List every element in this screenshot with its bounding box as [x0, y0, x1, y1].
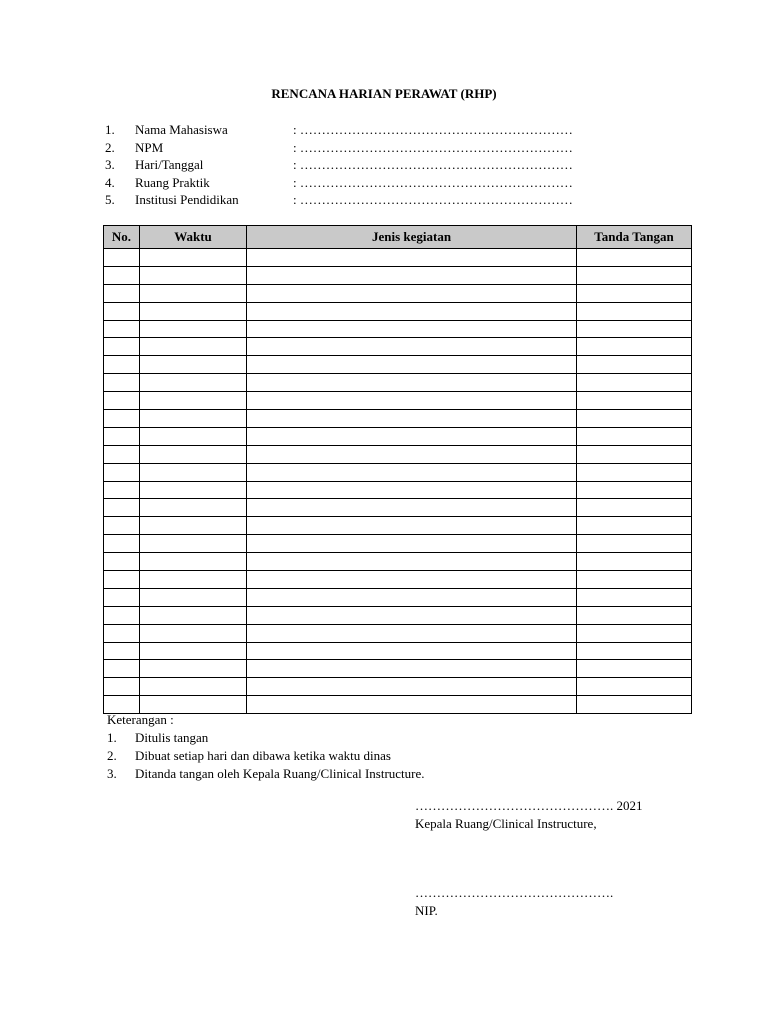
cell-no: [104, 320, 140, 338]
column-header-no: No.: [104, 226, 140, 249]
cell-jenis-kegiatan: [247, 302, 577, 320]
cell-tanda-tangan: [577, 624, 692, 642]
cell-tanda-tangan: [577, 553, 692, 571]
activity-table: [103, 225, 692, 714]
cell-waktu: [140, 302, 247, 320]
document-title: RENCANA HARIAN PERAWAT (RHP): [271, 86, 497, 101]
cell-no: [104, 660, 140, 678]
cell-jenis-kegiatan: [247, 696, 577, 714]
cell-jenis-kegiatan: [247, 284, 577, 302]
cell-tanda-tangan: [577, 284, 692, 302]
table-body: [104, 249, 692, 714]
info-number: 2.: [105, 139, 115, 155]
cell-jenis-kegiatan: [247, 642, 577, 660]
cell-tanda-tangan: [577, 302, 692, 320]
table-row: [104, 374, 692, 392]
cell-jenis-kegiatan: [247, 660, 577, 678]
signature-name-line: ……………………………………….: [415, 885, 614, 900]
cell-jenis-kegiatan: [247, 392, 577, 410]
info-number: 4.: [105, 174, 115, 190]
info-label: Institusi Pendidikan: [135, 192, 239, 208]
cell-no: [104, 249, 140, 267]
cell-tanda-tangan: [577, 320, 692, 338]
cell-jenis-kegiatan: [247, 266, 577, 284]
cell-jenis-kegiatan: [247, 606, 577, 624]
cell-jenis-kegiatan: [247, 356, 577, 374]
cell-jenis-kegiatan: [247, 410, 577, 428]
cell-jenis-kegiatan: [247, 624, 577, 642]
cell-waktu: [140, 678, 247, 696]
cell-no: [104, 302, 140, 320]
table-header-row: [104, 226, 692, 249]
cell-waktu: [140, 553, 247, 571]
cell-waktu: [140, 624, 247, 642]
cell-waktu: [140, 320, 247, 338]
cell-tanda-tangan: [577, 517, 692, 535]
cell-tanda-tangan: [577, 696, 692, 714]
cell-jenis-kegiatan: [247, 320, 577, 338]
cell-jenis-kegiatan: [247, 499, 577, 517]
table-row: [104, 320, 692, 338]
cell-no: [104, 463, 140, 481]
column-header-waktu: Waktu: [140, 226, 247, 249]
table-row: [104, 660, 692, 678]
cell-tanda-tangan: [577, 374, 692, 392]
info-label: Ruang Praktik: [135, 174, 210, 190]
table-row: [104, 463, 692, 481]
cell-waktu: [140, 445, 247, 463]
table-row: [104, 302, 692, 320]
table-row: [104, 427, 692, 445]
cell-no: [104, 553, 140, 571]
cell-waktu: [140, 266, 247, 284]
cell-no: [104, 410, 140, 428]
cell-waktu: [140, 338, 247, 356]
info-value-field: : ………………………………………………………: [293, 157, 573, 173]
cell-jenis-kegiatan: [247, 588, 577, 606]
cell-no: [104, 427, 140, 445]
info-value-field: : ………………………………………………………: [293, 174, 573, 190]
cell-waktu: [140, 392, 247, 410]
info-number: 1.: [105, 122, 115, 137]
cell-tanda-tangan: [577, 463, 692, 481]
signature-date-line: ………………………………………. 2021: [415, 798, 643, 813]
cell-no: [104, 624, 140, 642]
cell-tanda-tangan: [577, 338, 692, 356]
note-item: [107, 747, 391, 765]
note-item: [107, 765, 425, 783]
cell-waktu: [140, 660, 247, 678]
cell-waktu: [140, 499, 247, 517]
cell-tanda-tangan: [577, 642, 692, 660]
info-label: Hari/Tanggal: [135, 157, 204, 173]
cell-no: [104, 338, 140, 356]
cell-waktu: [140, 284, 247, 302]
note-text: Ditanda tangan oleh Kepala Ruang/Clinical Instructure.: [135, 766, 425, 781]
cell-no: [104, 356, 140, 374]
cell-waktu: [140, 410, 247, 428]
cell-jenis-kegiatan: [247, 571, 577, 589]
table-row: [104, 284, 692, 302]
cell-jenis-kegiatan: [247, 338, 577, 356]
cell-waktu: [140, 463, 247, 481]
cell-jenis-kegiatan: [247, 427, 577, 445]
note-number: 3.: [107, 766, 117, 781]
cell-tanda-tangan: [577, 535, 692, 553]
cell-tanda-tangan: [577, 445, 692, 463]
notes-heading: Keterangan :: [107, 712, 174, 727]
cell-jenis-kegiatan: [247, 249, 577, 267]
cell-no: [104, 499, 140, 517]
cell-tanda-tangan: [577, 678, 692, 696]
table-row: [104, 445, 692, 463]
table-row: [104, 481, 692, 499]
info-number: 5.: [105, 192, 115, 208]
table-row: [104, 392, 692, 410]
info-value-field: : ………………………………………………………: [293, 139, 573, 155]
cell-jenis-kegiatan: [247, 678, 577, 696]
cell-tanda-tangan: [577, 356, 692, 374]
table-row: [104, 517, 692, 535]
note-item: [107, 729, 209, 747]
cell-jenis-kegiatan: [247, 374, 577, 392]
signature-role: Kepala Ruang/Clinical Instructure,: [415, 816, 597, 831]
cell-waktu: [140, 481, 247, 499]
cell-waktu: [140, 374, 247, 392]
cell-no: [104, 642, 140, 660]
cell-tanda-tangan: [577, 410, 692, 428]
info-value-field: : ………………………………………………………: [293, 192, 573, 208]
table-row: [104, 410, 692, 428]
cell-no: [104, 535, 140, 553]
cell-waktu: [140, 356, 247, 374]
table-row: [104, 356, 692, 374]
table-row: [104, 588, 692, 606]
info-number: 3.: [105, 157, 115, 173]
table-row: [104, 266, 692, 284]
table-row: [104, 553, 692, 571]
table-row: [104, 499, 692, 517]
cell-no: [104, 588, 140, 606]
cell-tanda-tangan: [577, 660, 692, 678]
cell-tanda-tangan: [577, 606, 692, 624]
table-row: [104, 249, 692, 267]
cell-no: [104, 392, 140, 410]
table-row: [104, 535, 692, 553]
cell-waktu: [140, 642, 247, 660]
note-text: Dibuat setiap hari dan dibawa ketika waktu dinas: [135, 748, 391, 763]
info-label: Nama Mahasiswa: [135, 122, 228, 137]
cell-waktu: [140, 249, 247, 267]
table-row: [104, 696, 692, 714]
cell-waktu: [140, 517, 247, 535]
cell-tanda-tangan: [577, 571, 692, 589]
note-number: 2.: [107, 748, 117, 763]
cell-waktu: [140, 535, 247, 553]
cell-no: [104, 481, 140, 499]
cell-jenis-kegiatan: [247, 481, 577, 499]
cell-no: [104, 266, 140, 284]
table-row: [104, 678, 692, 696]
cell-tanda-tangan: [577, 588, 692, 606]
table-row: [104, 571, 692, 589]
cell-waktu: [140, 606, 247, 624]
notes-section: [107, 711, 425, 783]
cell-waktu: [140, 588, 247, 606]
table-row: [104, 642, 692, 660]
cell-no: [104, 445, 140, 463]
cell-tanda-tangan: [577, 392, 692, 410]
cell-no: [104, 606, 140, 624]
cell-waktu: [140, 427, 247, 445]
cell-jenis-kegiatan: [247, 535, 577, 553]
note-text: Ditulis tangan: [135, 730, 209, 745]
signature-nip: NIP.: [415, 903, 438, 918]
table-row: [104, 338, 692, 356]
cell-tanda-tangan: [577, 427, 692, 445]
cell-jenis-kegiatan: [247, 553, 577, 571]
cell-no: [104, 374, 140, 392]
info-value-field: : ………………………………………………………: [293, 122, 573, 137]
cell-tanda-tangan: [577, 499, 692, 517]
cell-no: [104, 284, 140, 302]
cell-no: [104, 517, 140, 535]
cell-tanda-tangan: [577, 266, 692, 284]
cell-no: [104, 678, 140, 696]
column-header-jenis-kegiatan: Jenis kegiatan: [247, 226, 577, 249]
table-row: [104, 624, 692, 642]
cell-tanda-tangan: [577, 481, 692, 499]
note-number: 1.: [107, 730, 117, 745]
cell-tanda-tangan: [577, 249, 692, 267]
info-label: NPM: [135, 139, 164, 155]
cell-no: [104, 571, 140, 589]
cell-waktu: [140, 571, 247, 589]
column-header-tanda-tangan: Tanda Tangan: [577, 226, 692, 249]
table-row: [104, 606, 692, 624]
cell-jenis-kegiatan: [247, 463, 577, 481]
cell-jenis-kegiatan: [247, 517, 577, 535]
cell-jenis-kegiatan: [247, 445, 577, 463]
